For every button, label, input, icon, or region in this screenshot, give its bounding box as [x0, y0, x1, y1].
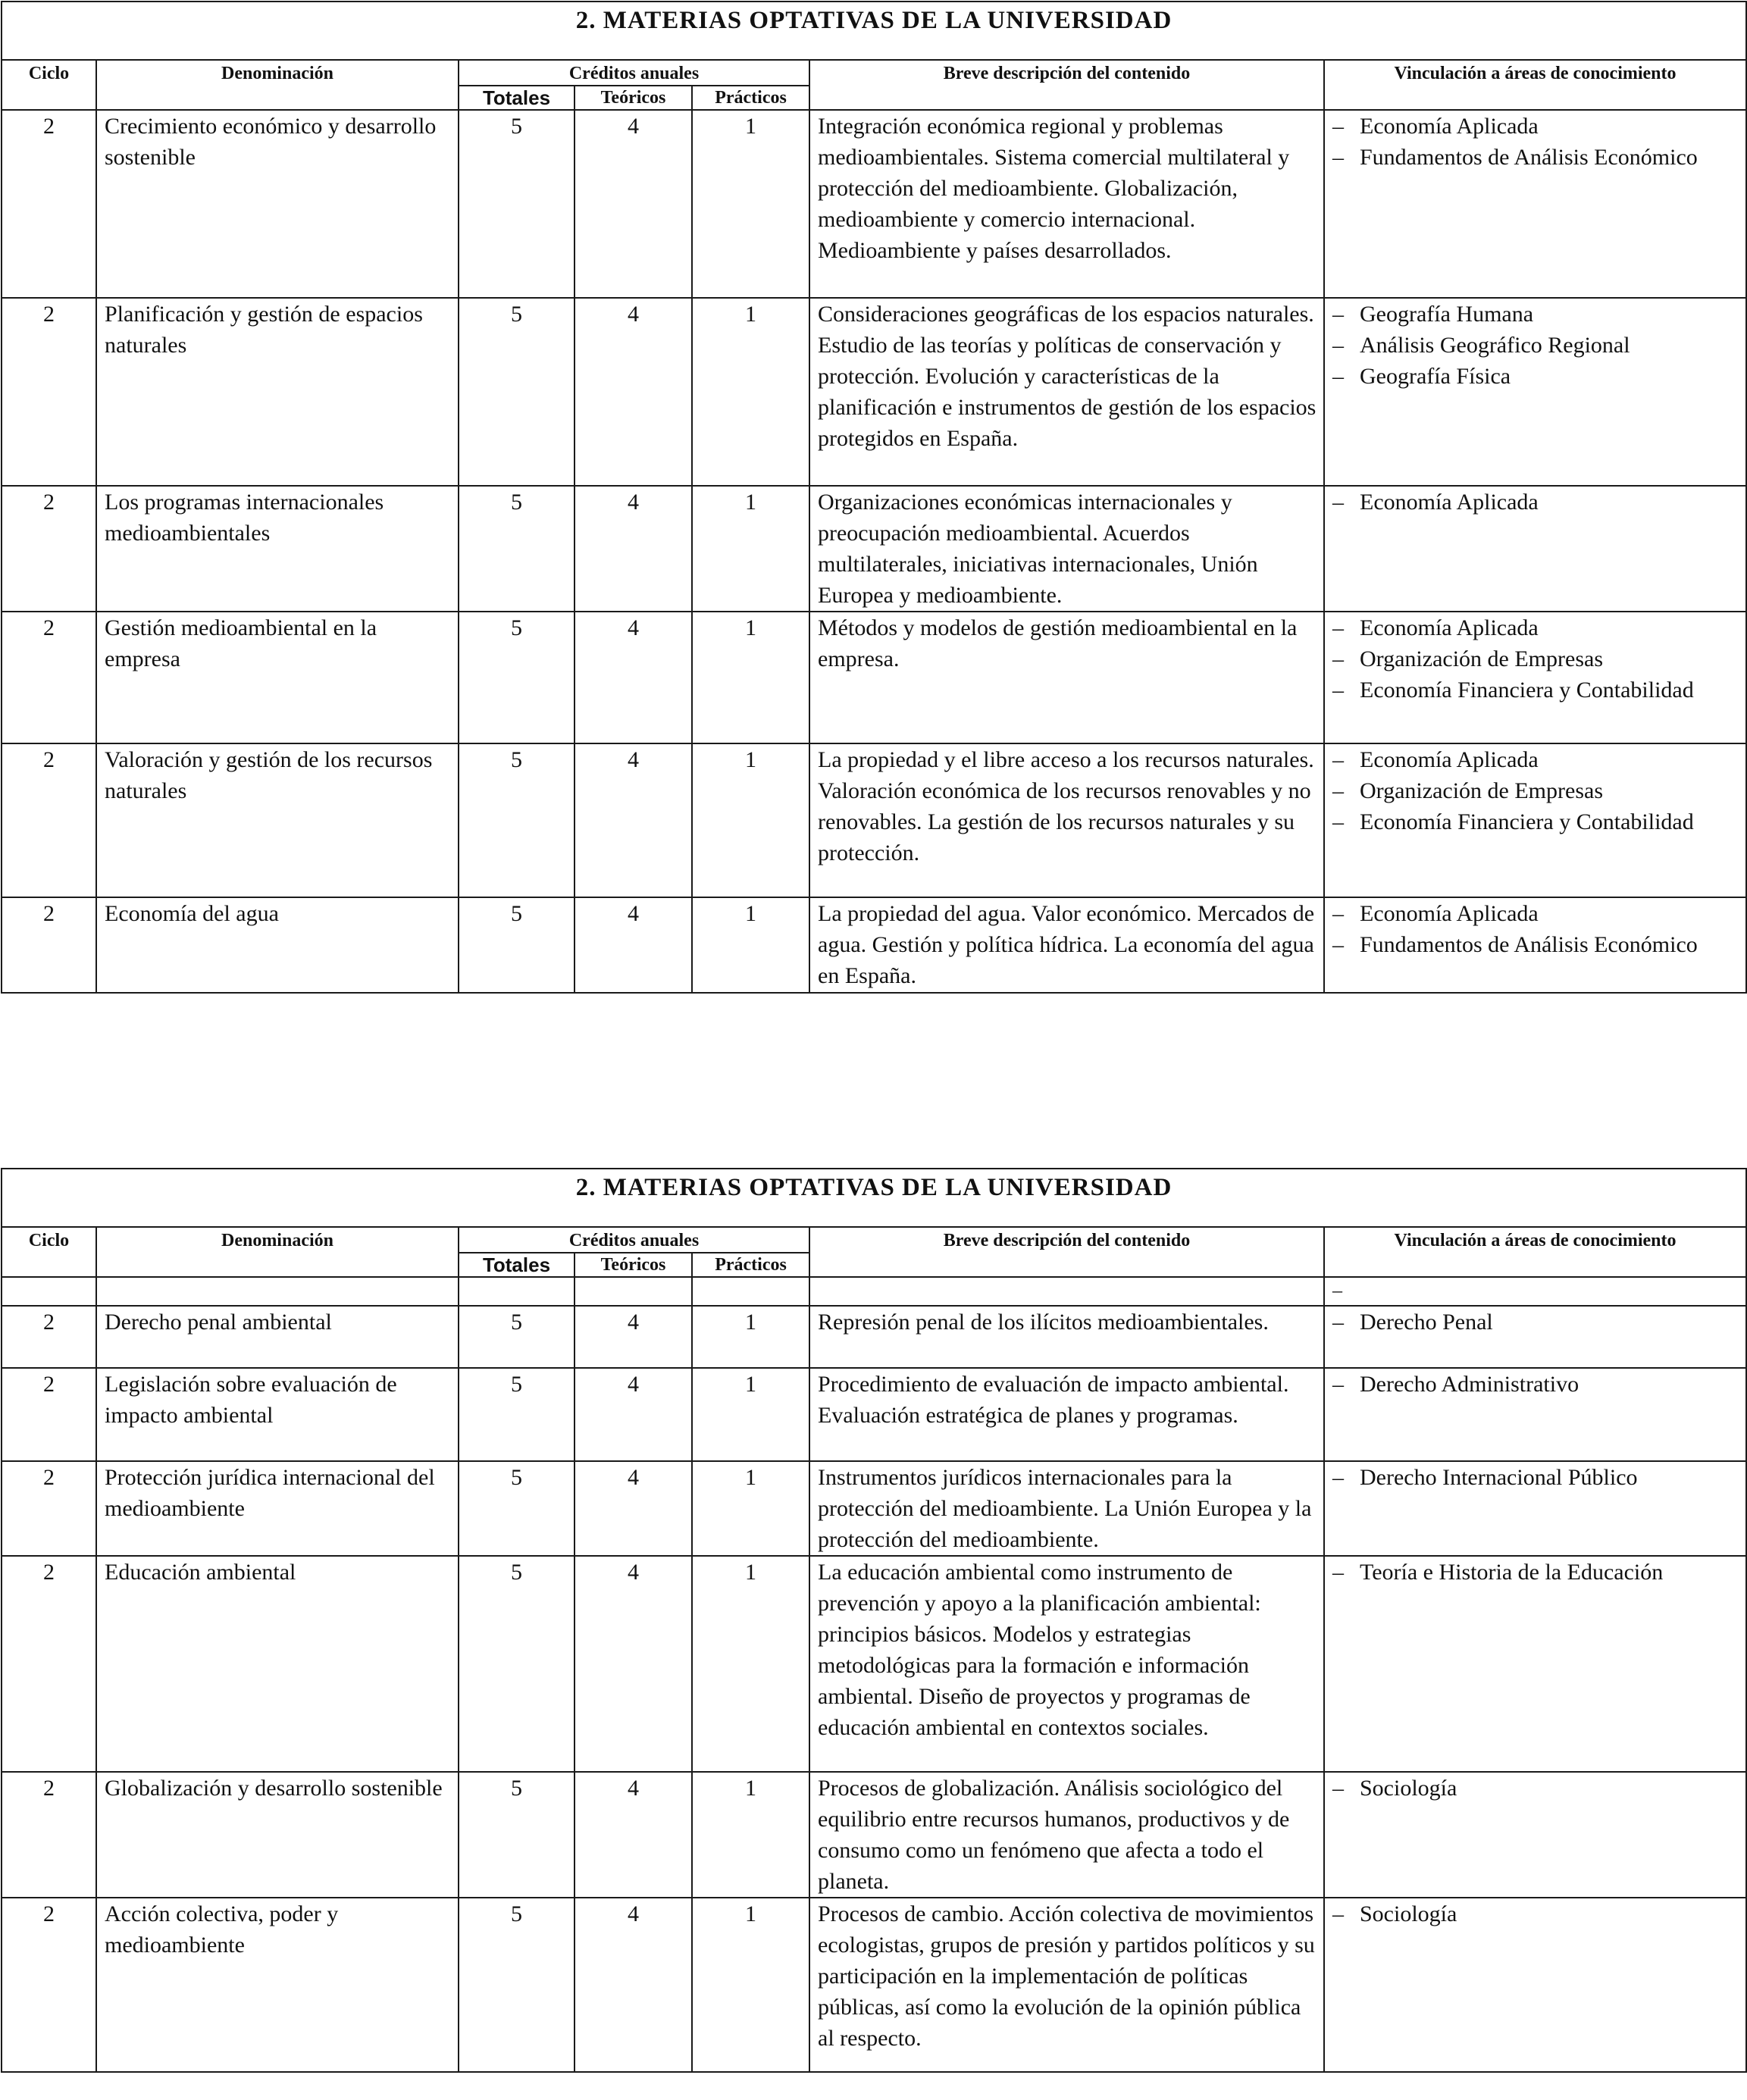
cell-teoricos: 4: [575, 897, 692, 993]
cell-denominacion: Crecimiento económico y desarrollo sostenible: [96, 110, 459, 298]
dash-marker: –: [1332, 747, 1344, 772]
dash-marker: –: [1332, 778, 1344, 803]
cell-practicos: 1: [692, 1898, 809, 2072]
cell-descripcion: La propiedad y el libre acceso a los recursos naturales. Valoración económica de los recursos renovables y no renovables. La gestión de los recursos naturales y su protección.: [809, 743, 1324, 897]
area-label: Organización de Empresas: [1360, 646, 1603, 671]
table-row: [2, 1898, 1746, 2072]
cell-denominacion: Globalización y desarrollo sostenible: [96, 1772, 459, 1898]
cell-denominacion: Los programas internacionales medioambientales: [96, 486, 459, 612]
cell-totales: 5: [459, 743, 575, 897]
table-title: 2. MATERIAS OPTATIVAS DE LA UNIVERSIDAD: [575, 7, 1172, 34]
area-label: Teoría e Historia de la Educación: [1360, 1560, 1664, 1585]
empty-cell: [809, 1277, 1324, 1306]
cell-totales: 5: [459, 298, 575, 486]
cell-areas: [1324, 1368, 1746, 1461]
cell-ciclo: 2: [2, 110, 96, 298]
area-item: [1332, 612, 1745, 643]
cell-denominacion: Protección jurídica internacional del medioambiente: [96, 1461, 459, 1556]
cell-teoricos: 4: [575, 1898, 692, 2072]
cell-totales: 5: [459, 1306, 575, 1368]
cell-descripcion: Organizaciones económicas internacionales y preocupación medioambiental. Acuerdos multilaterales, iniciativas internacionales, Unión Europea y medioambiente.: [809, 486, 1324, 612]
dash-marker: –: [1332, 1560, 1344, 1585]
cell-teoricos: 4: [575, 1556, 692, 1772]
header-descripcion: Breve descripción del contenido: [809, 60, 1324, 110]
cell-areas: [1324, 1461, 1746, 1556]
area-list: [1325, 1307, 1745, 1338]
cell-practicos: 1: [692, 1556, 809, 1772]
header-creditos: Créditos anuales: [459, 1227, 809, 1253]
cell-totales: 5: [459, 612, 575, 743]
table-row: [2, 743, 1746, 897]
header-creditos: Créditos anuales: [459, 60, 809, 86]
cell-practicos: 1: [692, 1306, 809, 1368]
area-item: [1332, 929, 1745, 960]
cell-areas: [1324, 1898, 1746, 2072]
cell-ciclo: 2: [2, 612, 96, 743]
subjects-table-1: [1, 1, 1745, 994]
table-title-cell: [2, 2, 1746, 60]
header-teoricos: Teóricos: [575, 1253, 692, 1277]
area-label: Derecho Administrativo: [1360, 1372, 1580, 1397]
dash-marker: –: [1332, 809, 1344, 834]
area-label: Economía Aplicada: [1360, 615, 1539, 640]
cell-ciclo: 2: [2, 1556, 96, 1772]
empty-cell: [459, 1277, 575, 1306]
area-label: Sociología: [1360, 1776, 1457, 1801]
cell-denominacion: Economía del agua: [96, 897, 459, 993]
cell-descripcion: Represión penal de los ilícitos medioambientales.: [809, 1306, 1324, 1368]
cell-teoricos: 4: [575, 298, 692, 486]
table-row: [2, 897, 1746, 993]
cell-denominacion: Acción colectiva, poder y medioambiente: [96, 1898, 459, 2072]
header-teoricos: Teóricos: [575, 86, 692, 110]
cell-ciclo: 2: [2, 486, 96, 612]
empty-cell: [575, 1277, 692, 1306]
cell-practicos: 1: [692, 897, 809, 993]
cell-practicos: 1: [692, 486, 809, 612]
title-row: [2, 2, 1746, 60]
header-row: [2, 60, 1746, 86]
area-label: Derecho Penal: [1360, 1310, 1493, 1335]
cell-ciclo: 2: [2, 1898, 96, 2072]
dash-marker: –: [1332, 646, 1344, 671]
area-list: [1325, 1898, 1745, 1929]
cell-practicos: 1: [692, 612, 809, 743]
table-title: 2. MATERIAS OPTATIVAS DE LA UNIVERSIDAD: [575, 1174, 1172, 1201]
cell-practicos: 1: [692, 1368, 809, 1461]
cell-denominacion: Derecho penal ambiental: [96, 1306, 459, 1368]
area-item: [1332, 111, 1745, 142]
header-denominacion: Denominación: [96, 1227, 459, 1277]
area-label: Economía Financiera y Contabilidad: [1360, 809, 1694, 834]
cell-ciclo: 2: [2, 298, 96, 486]
header-totales: Totales: [459, 1253, 575, 1277]
table-row: [2, 110, 1746, 298]
cell-ciclo: 2: [2, 1368, 96, 1461]
cell-descripcion: Procesos de globalización. Análisis sociológico del equilibrio entre recursos humanos, productivos y de consumo como un fenómeno que afecta a todo el planeta.: [809, 1772, 1324, 1898]
cell-descripcion: Procesos de cambio. Acción colectiva de movimientos ecologistas, grupos de presión y partidos políticos y su participación en la implementación de políticas públicas, así como la evolución de la opinión pública al respecto.: [809, 1898, 1324, 2072]
dash-marker: –: [1332, 145, 1344, 170]
area-label: Economía Aplicada: [1360, 747, 1539, 772]
area-item: [1332, 361, 1745, 392]
area-label: Derecho Internacional Público: [1360, 1465, 1638, 1490]
cell-descripcion: La propiedad del agua. Valor económico. Mercados de agua. Gestión y política hídrica. La economía del agua en España.: [809, 897, 1324, 993]
area-list: [1325, 487, 1745, 518]
header-practicos: Prácticos: [692, 1253, 809, 1277]
cell-ciclo: 2: [2, 743, 96, 897]
table-row: [2, 1306, 1746, 1368]
dash-marker: –: [1332, 1901, 1344, 1926]
dash-marker: –: [1332, 615, 1344, 640]
area-item: [1332, 142, 1745, 173]
empty-cell: [2, 1277, 96, 1306]
cell-totales: 5: [459, 1772, 575, 1898]
area-item: [1332, 643, 1745, 674]
area-item: [1332, 1462, 1745, 1493]
area-item: [1332, 775, 1745, 806]
cell-teoricos: 4: [575, 1772, 692, 1898]
table-row: [2, 1772, 1746, 1898]
area-list: [1325, 1773, 1745, 1804]
cell-practicos: 1: [692, 110, 809, 298]
header-ciclo: Ciclo: [2, 60, 96, 110]
cell-areas: [1324, 1306, 1746, 1368]
header-vinculacion: Vinculación a áreas de conocimiento: [1324, 60, 1746, 110]
cell-totales: 5: [459, 1461, 575, 1556]
cell-areas: [1324, 743, 1746, 897]
area-item: [1332, 674, 1745, 706]
header-totales: Totales: [459, 86, 575, 110]
area-label: Geografía Humana: [1360, 302, 1534, 327]
cell-descripcion: Instrumentos jurídicos internacionales para la protección del medioambiente. La Unión Europea y la protección del medioambiente.: [809, 1461, 1324, 1556]
cell-ciclo: 2: [2, 1306, 96, 1368]
area-label: Economía Aplicada: [1360, 901, 1539, 926]
area-item: [1332, 898, 1745, 929]
cell-teoricos: 4: [575, 1461, 692, 1556]
table-row: [2, 612, 1746, 743]
cell-teoricos: 4: [575, 743, 692, 897]
dash-marker: –: [1332, 1310, 1344, 1335]
cell-totales: 5: [459, 897, 575, 993]
dash-marker: –: [1332, 1776, 1344, 1801]
cell-totales: 5: [459, 1368, 575, 1461]
area-list: [1325, 1369, 1745, 1400]
dash-marker: –: [1332, 490, 1344, 515]
cell-descripcion: Integración económica regional y problemas medioambientales. Sistema comercial multilateral y protección del medioambiente. Globalización, medioambiente y comercio internacional. Medioambiente y países desarrollados.: [809, 110, 1324, 298]
area-item: [1332, 299, 1745, 330]
cell-teoricos: 4: [575, 110, 692, 298]
area-list: [1325, 1462, 1745, 1493]
cell-descripcion: Métodos y modelos de gestión medioambiental en la empresa.: [809, 612, 1324, 743]
cell-ciclo: 2: [2, 1461, 96, 1556]
area-item: [1332, 1307, 1745, 1338]
header-denominacion: Denominación: [96, 60, 459, 110]
area-label: Economía Aplicada: [1360, 490, 1539, 515]
cell-practicos: 1: [692, 1461, 809, 1556]
header-descripcion: Breve descripción del contenido: [809, 1227, 1324, 1277]
area-label: Economía Financiera y Contabilidad: [1360, 678, 1694, 703]
table-row: [2, 298, 1746, 486]
cell-descripcion: La educación ambiental como instrumento de prevención y apoyo a la planificación ambiental: principios básicos. Modelos y estrategias metodológicas para la formación e información ambiental. Diseño de proyectos y programas de educación ambiental en contextos sociales.: [809, 1556, 1324, 1772]
title-row: [2, 1169, 1746, 1227]
dash-marker: –: [1332, 1372, 1344, 1397]
header-row: [2, 1227, 1746, 1253]
cell-denominacion: Valoración y gestión de los recursos naturales: [96, 743, 459, 897]
dash-marker: –: [1332, 932, 1344, 957]
cell-totales: 5: [459, 110, 575, 298]
area-item: [1332, 806, 1745, 837]
cell-denominacion: Educación ambiental: [96, 1556, 459, 1772]
cell-areas: [1324, 1772, 1746, 1898]
cell-denominacion: Legislación sobre evaluación de impacto ambiental: [96, 1368, 459, 1461]
cell-teoricos: 4: [575, 486, 692, 612]
table-row: [2, 1368, 1746, 1461]
area-item: [1332, 1369, 1745, 1400]
header-ciclo: Ciclo: [2, 1227, 96, 1277]
cell-areas: [1324, 298, 1746, 486]
cell-totales: 5: [459, 1556, 575, 1772]
area-item: [1332, 330, 1745, 361]
empty-area-cell: [1324, 1277, 1746, 1306]
cell-areas: [1324, 1556, 1746, 1772]
dash-marker: –: [1332, 1465, 1344, 1490]
empty-cell: [96, 1277, 459, 1306]
area-label: Geografía Física: [1360, 364, 1511, 389]
area-label: Economía Aplicada: [1360, 114, 1539, 139]
cell-areas: [1324, 110, 1746, 298]
cell-teoricos: 4: [575, 1368, 692, 1461]
cell-practicos: 1: [692, 298, 809, 486]
cell-denominacion: Gestión medioambiental en la empresa: [96, 612, 459, 743]
header-vinculacion: Vinculación a áreas de conocimiento: [1324, 1227, 1746, 1277]
area-list: [1325, 1557, 1745, 1588]
area-list: [1325, 898, 1745, 960]
dash-marker: –: [1332, 114, 1344, 139]
area-label: Organización de Empresas: [1360, 778, 1603, 803]
header-practicos: Prácticos: [692, 86, 809, 110]
cell-areas: [1324, 897, 1746, 993]
dash-marker: –: [1332, 333, 1344, 358]
area-item: [1332, 1773, 1745, 1804]
cell-denominacion: Planificación y gestión de espacios naturales: [96, 298, 459, 486]
cell-totales: 5: [459, 486, 575, 612]
cell-areas: [1324, 612, 1746, 743]
table-row: [2, 1556, 1746, 1772]
area-list: [1325, 111, 1745, 173]
dash-marker: –: [1332, 678, 1344, 703]
empty-cell: [692, 1277, 809, 1306]
empty-row: [2, 1277, 1746, 1306]
cell-totales: 5: [459, 1898, 575, 2072]
cell-teoricos: 4: [575, 612, 692, 743]
table-row: [2, 486, 1746, 612]
area-list: [1325, 612, 1745, 706]
cell-descripcion: Consideraciones geográficas de los espacios naturales. Estudio de las teorías y políticas de conservación y protección. Evolución y características de la planificación e instrumentos de gestión de los espacios protegidos en España.: [809, 298, 1324, 486]
area-label: Fundamentos de Análisis Económico: [1360, 932, 1698, 957]
dash-marker: –: [1332, 901, 1344, 926]
area-item: [1332, 1898, 1745, 1929]
cell-descripcion: Procedimiento de evaluación de impacto ambiental. Evaluación estratégica de planes y programas.: [809, 1368, 1324, 1461]
subjects-table: [1, 1, 1747, 994]
subjects-table: [1, 1168, 1747, 2073]
table-title-cell: [2, 1169, 1746, 1227]
area-item: [1332, 744, 1745, 775]
area-list: [1325, 744, 1745, 837]
dash-marker: –: [1332, 302, 1344, 327]
table-row: [2, 1461, 1746, 1556]
area-label: Análisis Geográfico Regional: [1360, 333, 1630, 358]
dash-marker: –: [1332, 1279, 1342, 1301]
cell-ciclo: 2: [2, 897, 96, 993]
area-list: [1325, 299, 1745, 392]
area-item: [1332, 1557, 1745, 1588]
area-label: Fundamentos de Análisis Económico: [1360, 145, 1698, 170]
cell-teoricos: 4: [575, 1306, 692, 1368]
area-item: [1332, 487, 1745, 518]
cell-practicos: 1: [692, 1772, 809, 1898]
area-label: Sociología: [1360, 1901, 1457, 1926]
subjects-table-2: [1, 1168, 1745, 2073]
cell-areas: [1324, 486, 1746, 612]
dash-marker: –: [1332, 364, 1344, 389]
cell-practicos: 1: [692, 743, 809, 897]
cell-ciclo: 2: [2, 1772, 96, 1898]
